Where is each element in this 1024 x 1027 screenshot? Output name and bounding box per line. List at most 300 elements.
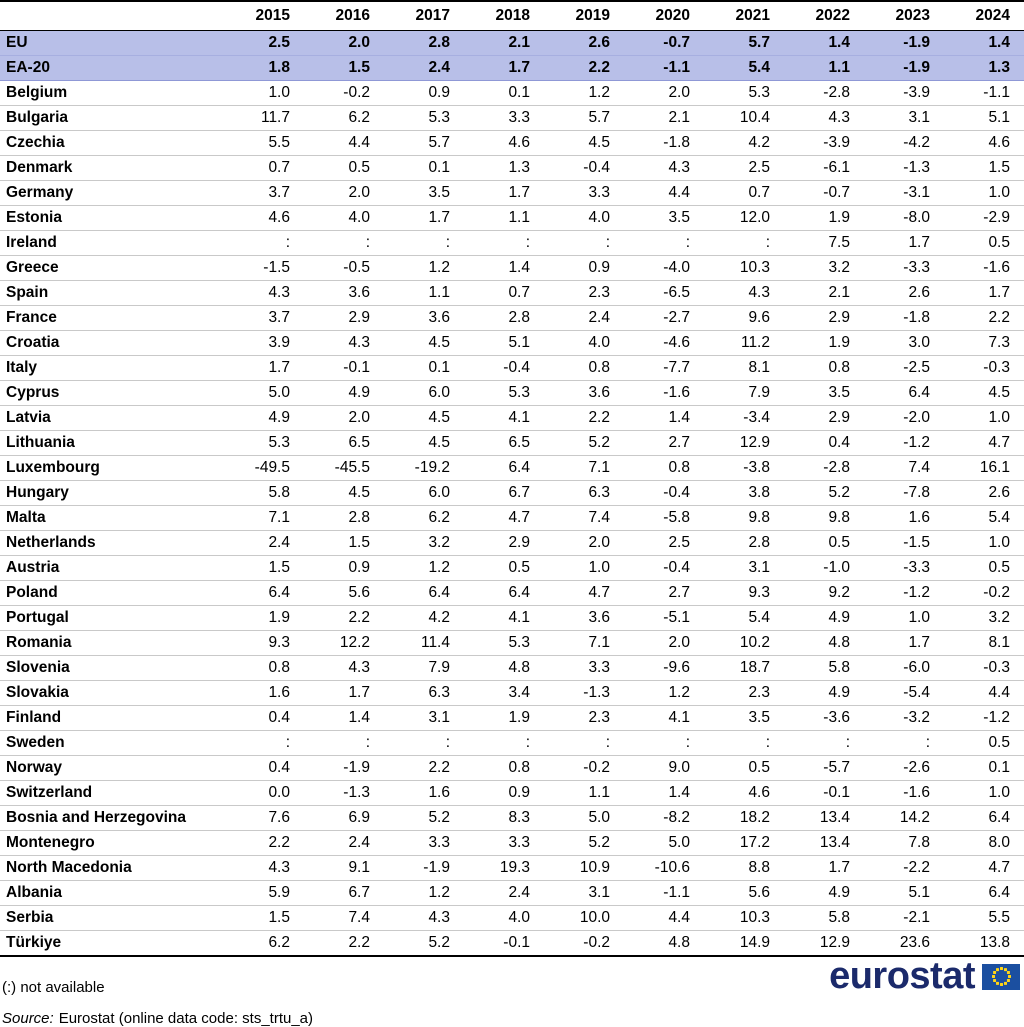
cell-2022: 3.5 <box>784 381 864 406</box>
cell-2018: 2.9 <box>464 531 544 556</box>
source-label: Source: <box>2 1010 54 1027</box>
table-body <box>0 31 1024 957</box>
cell-2017: : <box>384 731 464 756</box>
cell-2018: 0.8 <box>464 756 544 781</box>
cell-2021: -3.4 <box>704 406 784 431</box>
cell-2017: 0.9 <box>384 81 464 106</box>
cell-2021: 5.3 <box>704 81 784 106</box>
cell-2017: 6.2 <box>384 506 464 531</box>
column-header-2022: 2022 <box>784 1 864 31</box>
cell-2020: 4.4 <box>624 181 704 206</box>
cell-2021: 18.2 <box>704 806 784 831</box>
cell-2021: 2.8 <box>704 531 784 556</box>
table-row <box>0 456 1024 481</box>
cell-2024: -0.3 <box>944 656 1024 681</box>
cell-2022: -2.8 <box>784 81 864 106</box>
row-label: Netherlands <box>0 531 224 556</box>
cell-2023: -1.9 <box>864 31 944 56</box>
cell-2023: -8.0 <box>864 206 944 231</box>
table-row <box>0 856 1024 881</box>
cell-2024: 13.8 <box>944 931 1024 957</box>
cell-2018: 6.4 <box>464 456 544 481</box>
cell-2018: 2.4 <box>464 881 544 906</box>
cell-2018: 1.7 <box>464 181 544 206</box>
row-label: Ireland <box>0 231 224 256</box>
table-row <box>0 281 1024 306</box>
table-row <box>0 706 1024 731</box>
cell-2017: 6.0 <box>384 481 464 506</box>
cell-2022: 3.2 <box>784 256 864 281</box>
cell-2022: -6.1 <box>784 156 864 181</box>
cell-2023: 6.4 <box>864 381 944 406</box>
cell-2016: 4.3 <box>304 656 384 681</box>
cell-2022: 9.8 <box>784 506 864 531</box>
cell-2022: -2.8 <box>784 456 864 481</box>
cell-2018: 0.7 <box>464 281 544 306</box>
cell-2024: 1.0 <box>944 406 1024 431</box>
cell-2018: 3.4 <box>464 681 544 706</box>
cell-2020: 0.8 <box>624 456 704 481</box>
cell-2023: -5.4 <box>864 681 944 706</box>
row-label: EU <box>0 31 224 56</box>
cell-2016: 0.5 <box>304 156 384 181</box>
cell-2024: 4.7 <box>944 856 1024 881</box>
cell-2019: 0.9 <box>544 256 624 281</box>
cell-2024: 4.7 <box>944 431 1024 456</box>
cell-2018: 19.3 <box>464 856 544 881</box>
cell-2022: 4.3 <box>784 106 864 131</box>
cell-2020: -6.5 <box>624 281 704 306</box>
cell-2023: 3.0 <box>864 331 944 356</box>
table-row <box>0 56 1024 81</box>
cell-2022: 4.9 <box>784 606 864 631</box>
cell-2015: 0.4 <box>224 706 304 731</box>
cell-2016: 0.9 <box>304 556 384 581</box>
cell-2015: 2.5 <box>224 31 304 56</box>
row-label: Türkiye <box>0 931 224 957</box>
cell-2023: -3.3 <box>864 556 944 581</box>
cell-2018: 5.3 <box>464 381 544 406</box>
cell-2021: 18.7 <box>704 656 784 681</box>
cell-2024: 8.1 <box>944 631 1024 656</box>
cell-2023: -2.6 <box>864 756 944 781</box>
cell-2017: 5.3 <box>384 106 464 131</box>
cell-2015: 5.3 <box>224 431 304 456</box>
cell-2017: 4.5 <box>384 431 464 456</box>
column-header-2020: 2020 <box>624 1 704 31</box>
cell-2020: 1.4 <box>624 406 704 431</box>
cell-2020: -1.1 <box>624 881 704 906</box>
cell-2016: 4.0 <box>304 206 384 231</box>
cell-2020: 1.2 <box>624 681 704 706</box>
table-row <box>0 831 1024 856</box>
cell-2020: -0.7 <box>624 31 704 56</box>
cell-2023: 23.6 <box>864 931 944 957</box>
cell-2018: 2.1 <box>464 31 544 56</box>
cell-2015: 1.9 <box>224 606 304 631</box>
cell-2022: 9.2 <box>784 581 864 606</box>
cell-2020: -1.6 <box>624 381 704 406</box>
row-label: EA-20 <box>0 56 224 81</box>
cell-2018: 0.5 <box>464 556 544 581</box>
row-label: Montenegro <box>0 831 224 856</box>
cell-2016: 1.5 <box>304 56 384 81</box>
cell-2022: 13.4 <box>784 806 864 831</box>
header-corner <box>0 1 224 31</box>
table-row <box>0 381 1024 406</box>
cell-2016: 1.5 <box>304 531 384 556</box>
cell-2016: 6.2 <box>304 106 384 131</box>
cell-2017: 3.5 <box>384 181 464 206</box>
row-label: Denmark <box>0 156 224 181</box>
cell-2024: 6.4 <box>944 881 1024 906</box>
cell-2017: 6.3 <box>384 681 464 706</box>
cell-2019: 4.0 <box>544 206 624 231</box>
cell-2023: 1.0 <box>864 606 944 631</box>
cell-2022: 1.9 <box>784 331 864 356</box>
cell-2019: 10.9 <box>544 856 624 881</box>
row-label: Switzerland <box>0 781 224 806</box>
cell-2016: -1.9 <box>304 756 384 781</box>
cell-2024: 16.1 <box>944 456 1024 481</box>
row-label: Italy <box>0 356 224 381</box>
table-row <box>0 406 1024 431</box>
cell-2015: 5.0 <box>224 381 304 406</box>
cell-2019: 3.6 <box>544 381 624 406</box>
cell-2015: 4.3 <box>224 281 304 306</box>
cell-2018: 4.0 <box>464 906 544 931</box>
cell-2018: 5.1 <box>464 331 544 356</box>
table-row <box>0 331 1024 356</box>
cell-2021: 7.9 <box>704 381 784 406</box>
cell-2019: 2.3 <box>544 281 624 306</box>
cell-2015: 1.7 <box>224 356 304 381</box>
cell-2019: : <box>544 731 624 756</box>
cell-2020: 2.1 <box>624 106 704 131</box>
row-label: Spain <box>0 281 224 306</box>
cell-2023: -1.6 <box>864 781 944 806</box>
cell-2019: 3.3 <box>544 656 624 681</box>
cell-2019: 7.4 <box>544 506 624 531</box>
cell-2016: 2.2 <box>304 606 384 631</box>
cell-2024: -1.1 <box>944 81 1024 106</box>
cell-2023: 1.7 <box>864 631 944 656</box>
cell-2019: 2.6 <box>544 31 624 56</box>
cell-2016: -45.5 <box>304 456 384 481</box>
cell-2018: : <box>464 731 544 756</box>
cell-2015: 6.4 <box>224 581 304 606</box>
cell-2023: : <box>864 731 944 756</box>
cell-2019: 5.2 <box>544 831 624 856</box>
cell-2018: 1.7 <box>464 56 544 81</box>
cell-2015: 7.6 <box>224 806 304 831</box>
column-header-2018: 2018 <box>464 1 544 31</box>
cell-2019: 6.3 <box>544 481 624 506</box>
cell-2024: 0.5 <box>944 731 1024 756</box>
cell-2021: 5.6 <box>704 881 784 906</box>
cell-2015: 9.3 <box>224 631 304 656</box>
cell-2016: 3.6 <box>304 281 384 306</box>
cell-2018: 0.1 <box>464 81 544 106</box>
cell-2015: 3.7 <box>224 181 304 206</box>
table-row <box>0 106 1024 131</box>
row-label: Malta <box>0 506 224 531</box>
row-label: Romania <box>0 631 224 656</box>
eurostat-logo <box>829 955 1020 998</box>
table-row <box>0 156 1024 181</box>
cell-2024: -2.9 <box>944 206 1024 231</box>
cell-2015: -49.5 <box>224 456 304 481</box>
cell-2018: -0.1 <box>464 931 544 957</box>
cell-2019: -0.2 <box>544 931 624 957</box>
row-label: Belgium <box>0 81 224 106</box>
cell-2020: -7.7 <box>624 356 704 381</box>
cell-2024: 5.5 <box>944 906 1024 931</box>
table-row <box>0 606 1024 631</box>
column-header-2023: 2023 <box>864 1 944 31</box>
cell-2016: 1.4 <box>304 706 384 731</box>
cell-2016: -1.3 <box>304 781 384 806</box>
cell-2016: 2.9 <box>304 306 384 331</box>
table-row <box>0 431 1024 456</box>
cell-2018: 1.3 <box>464 156 544 181</box>
cell-2017: 7.9 <box>384 656 464 681</box>
cell-2017: 5.2 <box>384 806 464 831</box>
table-row <box>0 581 1024 606</box>
cell-2017: 0.1 <box>384 356 464 381</box>
cell-2017: 1.2 <box>384 881 464 906</box>
cell-2019: 4.0 <box>544 331 624 356</box>
cell-2018: 0.9 <box>464 781 544 806</box>
cell-2023: -2.0 <box>864 406 944 431</box>
cell-2016: 7.4 <box>304 906 384 931</box>
cell-2020: -0.4 <box>624 481 704 506</box>
table-row <box>0 356 1024 381</box>
cell-2021: 12.0 <box>704 206 784 231</box>
cell-2021: 4.2 <box>704 131 784 156</box>
row-label: Cyprus <box>0 381 224 406</box>
table-row <box>0 781 1024 806</box>
cell-2024: 3.2 <box>944 606 1024 631</box>
cell-2022: 4.9 <box>784 881 864 906</box>
cell-2019: 7.1 <box>544 456 624 481</box>
cell-2021: 10.3 <box>704 906 784 931</box>
row-label: Czechia <box>0 131 224 156</box>
row-label: Bosnia and Herzegovina <box>0 806 224 831</box>
cell-2019: 5.7 <box>544 106 624 131</box>
table-row <box>0 556 1024 581</box>
cell-2023: 14.2 <box>864 806 944 831</box>
cell-2024: 1.4 <box>944 31 1024 56</box>
cell-2015: 11.7 <box>224 106 304 131</box>
cell-2015: 7.1 <box>224 506 304 531</box>
cell-2015: 3.7 <box>224 306 304 331</box>
cell-2022: 1.7 <box>784 856 864 881</box>
cell-2024: -0.2 <box>944 581 1024 606</box>
cell-2018: 6.7 <box>464 481 544 506</box>
cell-2018: 1.9 <box>464 706 544 731</box>
cell-2023: -3.2 <box>864 706 944 731</box>
cell-2020: 9.0 <box>624 756 704 781</box>
row-label: North Macedonia <box>0 856 224 881</box>
table-row <box>0 231 1024 256</box>
cell-2017: -1.9 <box>384 856 464 881</box>
table-row <box>0 531 1024 556</box>
cell-2021: 10.2 <box>704 631 784 656</box>
cell-2023: 1.6 <box>864 506 944 531</box>
cell-2022: 4.8 <box>784 631 864 656</box>
cell-2019: 2.2 <box>544 56 624 81</box>
row-label: France <box>0 306 224 331</box>
cell-2021: 11.2 <box>704 331 784 356</box>
cell-2017: 3.6 <box>384 306 464 331</box>
cell-2019: 0.8 <box>544 356 624 381</box>
cell-2015: 1.5 <box>224 906 304 931</box>
cell-2018: 8.3 <box>464 806 544 831</box>
cell-2023: 5.1 <box>864 881 944 906</box>
table-row <box>0 906 1024 931</box>
cell-2016: : <box>304 231 384 256</box>
cell-2022: -3.6 <box>784 706 864 731</box>
row-label: Greece <box>0 256 224 281</box>
cell-2021: 4.3 <box>704 281 784 306</box>
cell-2017: 3.1 <box>384 706 464 731</box>
cell-2021: 12.9 <box>704 431 784 456</box>
table-row <box>0 181 1024 206</box>
table-row <box>0 656 1024 681</box>
cell-2019: 2.4 <box>544 306 624 331</box>
cell-2022: 13.4 <box>784 831 864 856</box>
cell-2015: 1.6 <box>224 681 304 706</box>
table-row <box>0 306 1024 331</box>
cell-2018: 3.3 <box>464 831 544 856</box>
cell-2015: 1.5 <box>224 556 304 581</box>
cell-2020: 4.1 <box>624 706 704 731</box>
cell-2018: 5.3 <box>464 631 544 656</box>
cell-2018: 1.4 <box>464 256 544 281</box>
cell-2023: -3.9 <box>864 81 944 106</box>
cell-2020: -5.8 <box>624 506 704 531</box>
cell-2016: -0.5 <box>304 256 384 281</box>
cell-2024: 2.2 <box>944 306 1024 331</box>
cell-2016: 6.7 <box>304 881 384 906</box>
row-label: Slovenia <box>0 656 224 681</box>
cell-2022: 5.2 <box>784 481 864 506</box>
cell-2015: 4.9 <box>224 406 304 431</box>
cell-2024: 4.6 <box>944 131 1024 156</box>
cell-2022: 1.1 <box>784 56 864 81</box>
cell-2016: 2.0 <box>304 31 384 56</box>
cell-2018: 4.7 <box>464 506 544 531</box>
cell-2023: -2.5 <box>864 356 944 381</box>
cell-2021: 10.3 <box>704 256 784 281</box>
cell-2022: 2.1 <box>784 281 864 306</box>
cell-2017: 4.3 <box>384 906 464 931</box>
cell-2021: 5.4 <box>704 56 784 81</box>
cell-2017: 1.2 <box>384 256 464 281</box>
cell-2016: 4.5 <box>304 481 384 506</box>
cell-2024: 0.5 <box>944 231 1024 256</box>
cell-2015: 5.9 <box>224 881 304 906</box>
table-row <box>0 806 1024 831</box>
cell-2017: 3.2 <box>384 531 464 556</box>
cell-2017: 6.0 <box>384 381 464 406</box>
cell-2022: 0.5 <box>784 531 864 556</box>
cell-2024: 4.4 <box>944 681 1024 706</box>
cell-2016: 4.4 <box>304 131 384 156</box>
cell-2022: : <box>784 731 864 756</box>
cell-2024: 5.4 <box>944 506 1024 531</box>
cell-2015: : <box>224 231 304 256</box>
cell-2019: -0.2 <box>544 756 624 781</box>
table-row <box>0 131 1024 156</box>
cell-2019: 2.0 <box>544 531 624 556</box>
cell-2023: 7.8 <box>864 831 944 856</box>
cell-2017: 4.2 <box>384 606 464 631</box>
cell-2015: 1.8 <box>224 56 304 81</box>
cell-2017: 1.1 <box>384 281 464 306</box>
cell-2017: : <box>384 231 464 256</box>
cell-2015: 4.3 <box>224 856 304 881</box>
cell-2024: 5.1 <box>944 106 1024 131</box>
row-label: Serbia <box>0 906 224 931</box>
row-label: Finland <box>0 706 224 731</box>
cell-2024: 1.5 <box>944 156 1024 181</box>
cell-2020: 2.0 <box>624 81 704 106</box>
cell-2017: 2.8 <box>384 31 464 56</box>
cell-2016: : <box>304 731 384 756</box>
cell-2016: 6.5 <box>304 431 384 456</box>
cell-2021: 17.2 <box>704 831 784 856</box>
cell-2024: 2.6 <box>944 481 1024 506</box>
cell-2016: 9.1 <box>304 856 384 881</box>
row-label: Hungary <box>0 481 224 506</box>
cell-2020: -5.1 <box>624 606 704 631</box>
cell-2017: 0.1 <box>384 156 464 181</box>
cell-2022: 4.9 <box>784 681 864 706</box>
table-row <box>0 81 1024 106</box>
cell-2017: 2.4 <box>384 56 464 81</box>
cell-2017: -19.2 <box>384 456 464 481</box>
cell-2015: 0.4 <box>224 756 304 781</box>
cell-2016: 4.9 <box>304 381 384 406</box>
cell-2015: 2.4 <box>224 531 304 556</box>
cell-2019: 1.0 <box>544 556 624 581</box>
cell-2021: 0.5 <box>704 756 784 781</box>
cell-2018: -0.4 <box>464 356 544 381</box>
cell-2019: -1.3 <box>544 681 624 706</box>
cell-2024: 1.0 <box>944 181 1024 206</box>
row-label: Croatia <box>0 331 224 356</box>
cell-2020: -10.6 <box>624 856 704 881</box>
cell-2020: 4.8 <box>624 931 704 957</box>
cell-2021: 5.4 <box>704 606 784 631</box>
cell-2016: 5.6 <box>304 581 384 606</box>
cell-2023: -3.1 <box>864 181 944 206</box>
row-label: Slovakia <box>0 681 224 706</box>
eurostat-wordmark: eurostat <box>829 955 975 997</box>
cell-2022: -1.0 <box>784 556 864 581</box>
cell-2018: 1.1 <box>464 206 544 231</box>
cell-2019: 1.2 <box>544 81 624 106</box>
cell-2015: 5.5 <box>224 131 304 156</box>
cell-2016: 1.7 <box>304 681 384 706</box>
cell-2016: 2.4 <box>304 831 384 856</box>
cell-2024: 1.0 <box>944 781 1024 806</box>
cell-2020: -9.6 <box>624 656 704 681</box>
row-label: Poland <box>0 581 224 606</box>
cell-2022: 1.9 <box>784 206 864 231</box>
